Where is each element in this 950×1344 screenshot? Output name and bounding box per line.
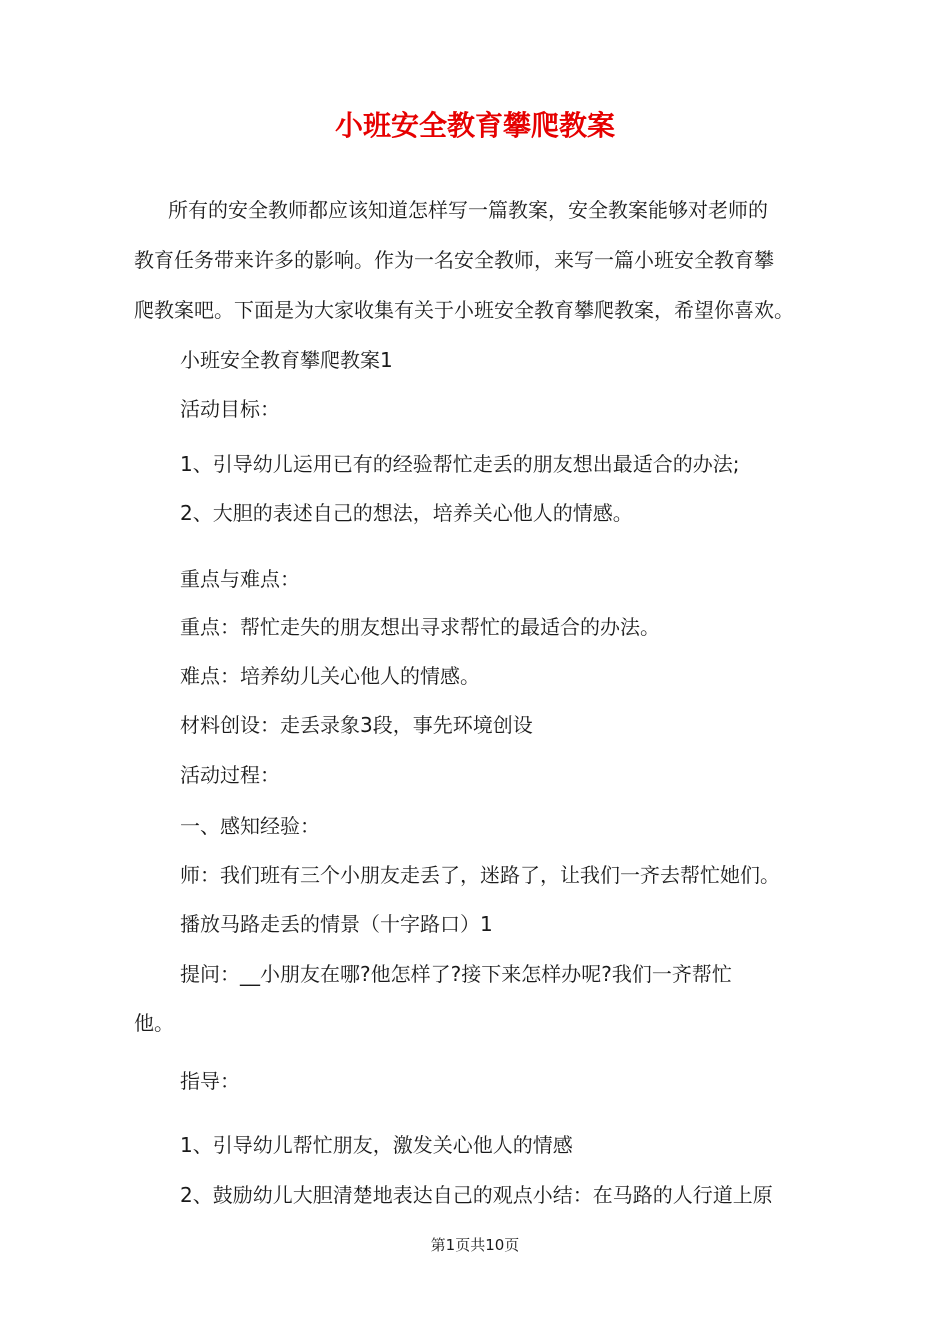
goals-label: 活动目标： [180, 397, 280, 421]
play-scene-line: 播放马路走丢的情景（十字路口）1 [180, 912, 493, 936]
section-heading: 小班安全教育攀爬教案1 [180, 348, 393, 372]
key-label: 重点与难点： [180, 567, 300, 591]
question-line-2: 他。 [134, 1011, 174, 1035]
materials-line: 材料创设：走丢录象3段，事先环境创设 [180, 713, 533, 737]
difficulty-point: 难点：培养幼儿关心他人的情感。 [180, 664, 480, 688]
page-footer: 第1页共10页 [430, 1236, 520, 1254]
document-title: 小班安全教育攀爬教案 [334, 109, 615, 142]
intro-line-2: 教育任务带来许多的影响。作为一名安全教师，来写一篇小班安全教育攀 [134, 248, 774, 272]
guide-item-1: 1、引导幼儿帮忙朋友，激发关心他人的情感 [180, 1133, 573, 1157]
step-1-label: 一、感知经验： [180, 814, 320, 838]
intro-line-3: 爬教案吧。下面是为大家收集有关于小班安全教育攀爬教案，希望你喜欢。 [134, 298, 794, 322]
goal-item-1: 1、引导幼儿运用已有的经验帮忙走丢的朋友想出最适合的办法; [180, 452, 740, 476]
intro-line-1: 所有的安全教师都应该知道怎样写一篇教案，安全教案能够对老师的 [168, 198, 768, 222]
guide-item-2: 2、鼓励幼儿大胆清楚地表达自己的观点小结：在马路的人行道上原 [180, 1183, 773, 1207]
key-point: 重点：帮忙走失的朋友想出寻求帮忙的最适合的办法。 [180, 615, 660, 639]
question-line-1: 提问：__小朋友在哪?他怎样了?接下来怎样办呢?我们一齐帮忙 [180, 962, 732, 986]
teacher-line: 师：我们班有三个小朋友走丢了，迷路了，让我们一齐去帮忙她们。 [180, 863, 780, 887]
goal-item-2: 2、大胆的表述自己的想法，培养关心他人的情感。 [180, 501, 633, 525]
process-label: 活动过程： [180, 763, 280, 787]
guide-label: 指导： [180, 1069, 240, 1093]
